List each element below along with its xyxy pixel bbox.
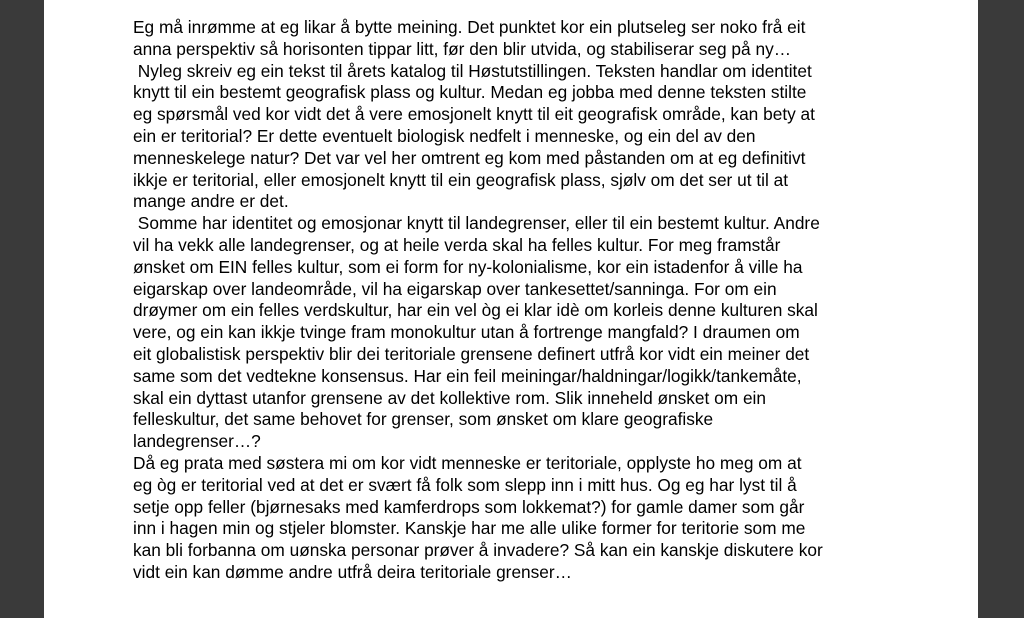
text-line: felleskultur, det same behovet for grenser, som ønsket om klare geografiske bbox=[133, 409, 714, 430]
text-line: knytt til ein bestemt geografisk plass og kultur. Medan eg jobba med denne teksten stilte bbox=[133, 82, 807, 103]
text-line: anna perspektiv så horisonten tippar litt, før den blir utvida, og stabiliserar seg på ny… bbox=[133, 38, 791, 59]
text-line: Somme har identitet og emosjonar knytt til landegrenser, eller til ein bestemt kultur. Andre bbox=[133, 213, 820, 234]
text-line: Eg må inrømme at eg likar å bytte meining. Det punktet kor ein plutseleg ser noko frå eit bbox=[133, 17, 806, 37]
text-line: eigarskap over landeområde, vil ha eigarskap over tankesettet/sanninga. For om ein bbox=[133, 278, 777, 299]
text-line: Då eg prata med søstera mi om kor vidt menneske er teritoriale, opplyste ho meg om at bbox=[133, 452, 802, 473]
text-line: eg òg er teritorial ved at det er svært få folk som slepp inn i mitt hus. Og eg har lyst til å bbox=[133, 474, 797, 495]
body-text bbox=[133, 17, 933, 584]
text-line: eit globalistisk perspektiv blir dei teritoriale grensene definert utfrå kor vidt ein meiner det bbox=[133, 343, 810, 364]
text-line: ein er teritorial? Er dette eventuelt biologisk nedfelt i menneske, og ein del av den bbox=[133, 125, 756, 146]
text-line: Nyleg skreiv eg ein tekst til årets katalog til Høstutstillingen. Teksten handlar om identitet bbox=[133, 60, 812, 81]
text-line: landegrenser…? bbox=[133, 431, 261, 452]
text-line: mange andre er det. bbox=[133, 191, 289, 212]
text-line: vere, og ein kan ikkje tvinge fram monokultur utan å fortrenge mangfald? I draumen om bbox=[133, 322, 800, 343]
text-line: skal ein dyttast utanfor grensene av det kollektive rom. Slik inneheld ønsket om ein bbox=[133, 387, 767, 408]
text-line: vidt ein kan dømme andre utfrå deira teritoriale grenser… bbox=[133, 561, 572, 582]
text-line: setje opp feller (bjørnesaks med kamferdrops som lokkemat?) for gamle damer som går bbox=[133, 496, 805, 517]
text-line: ønsket om EIN felles kultur, som ei form for ny-kolonialisme, kor ein istadenfor å ville ha bbox=[133, 256, 803, 277]
document-page[interactable] bbox=[44, 0, 978, 618]
text-line: drøymer om ein felles verdskultur, har ein vel òg ei klar idè om korleis denne kulturen skal bbox=[133, 300, 818, 321]
text-line: menneskelege natur? Det var vel her omtrent eg kom med påstanden om at eg definitivt bbox=[133, 147, 806, 168]
text-line: eg spørsmål ved kor vidt det å vere emosjonelt knytt til eit geografisk område, kan bety at bbox=[133, 104, 815, 125]
text-line: ikkje er teritorial, eller emosjonelt knytt til ein geografisk plass, sjølv om det ser ut til at bbox=[133, 169, 789, 190]
text-line: inn i hagen min og stjeler blomster. Kanskje har me alle ulike former for teritorie som me bbox=[133, 518, 806, 539]
text-line: vil ha vekk alle landegrenser, og at heile verda skal ha felles kultur. For meg framstår bbox=[133, 234, 781, 255]
text-line: same som det vedtekne konsensus. Har ein feil meiningar/haldningar/logikk/tankemåte, bbox=[133, 365, 802, 386]
text-line: kan bli forbanna om uønska personar prøver å invadere? Så kan ein kanskje diskutere kor bbox=[133, 540, 823, 561]
